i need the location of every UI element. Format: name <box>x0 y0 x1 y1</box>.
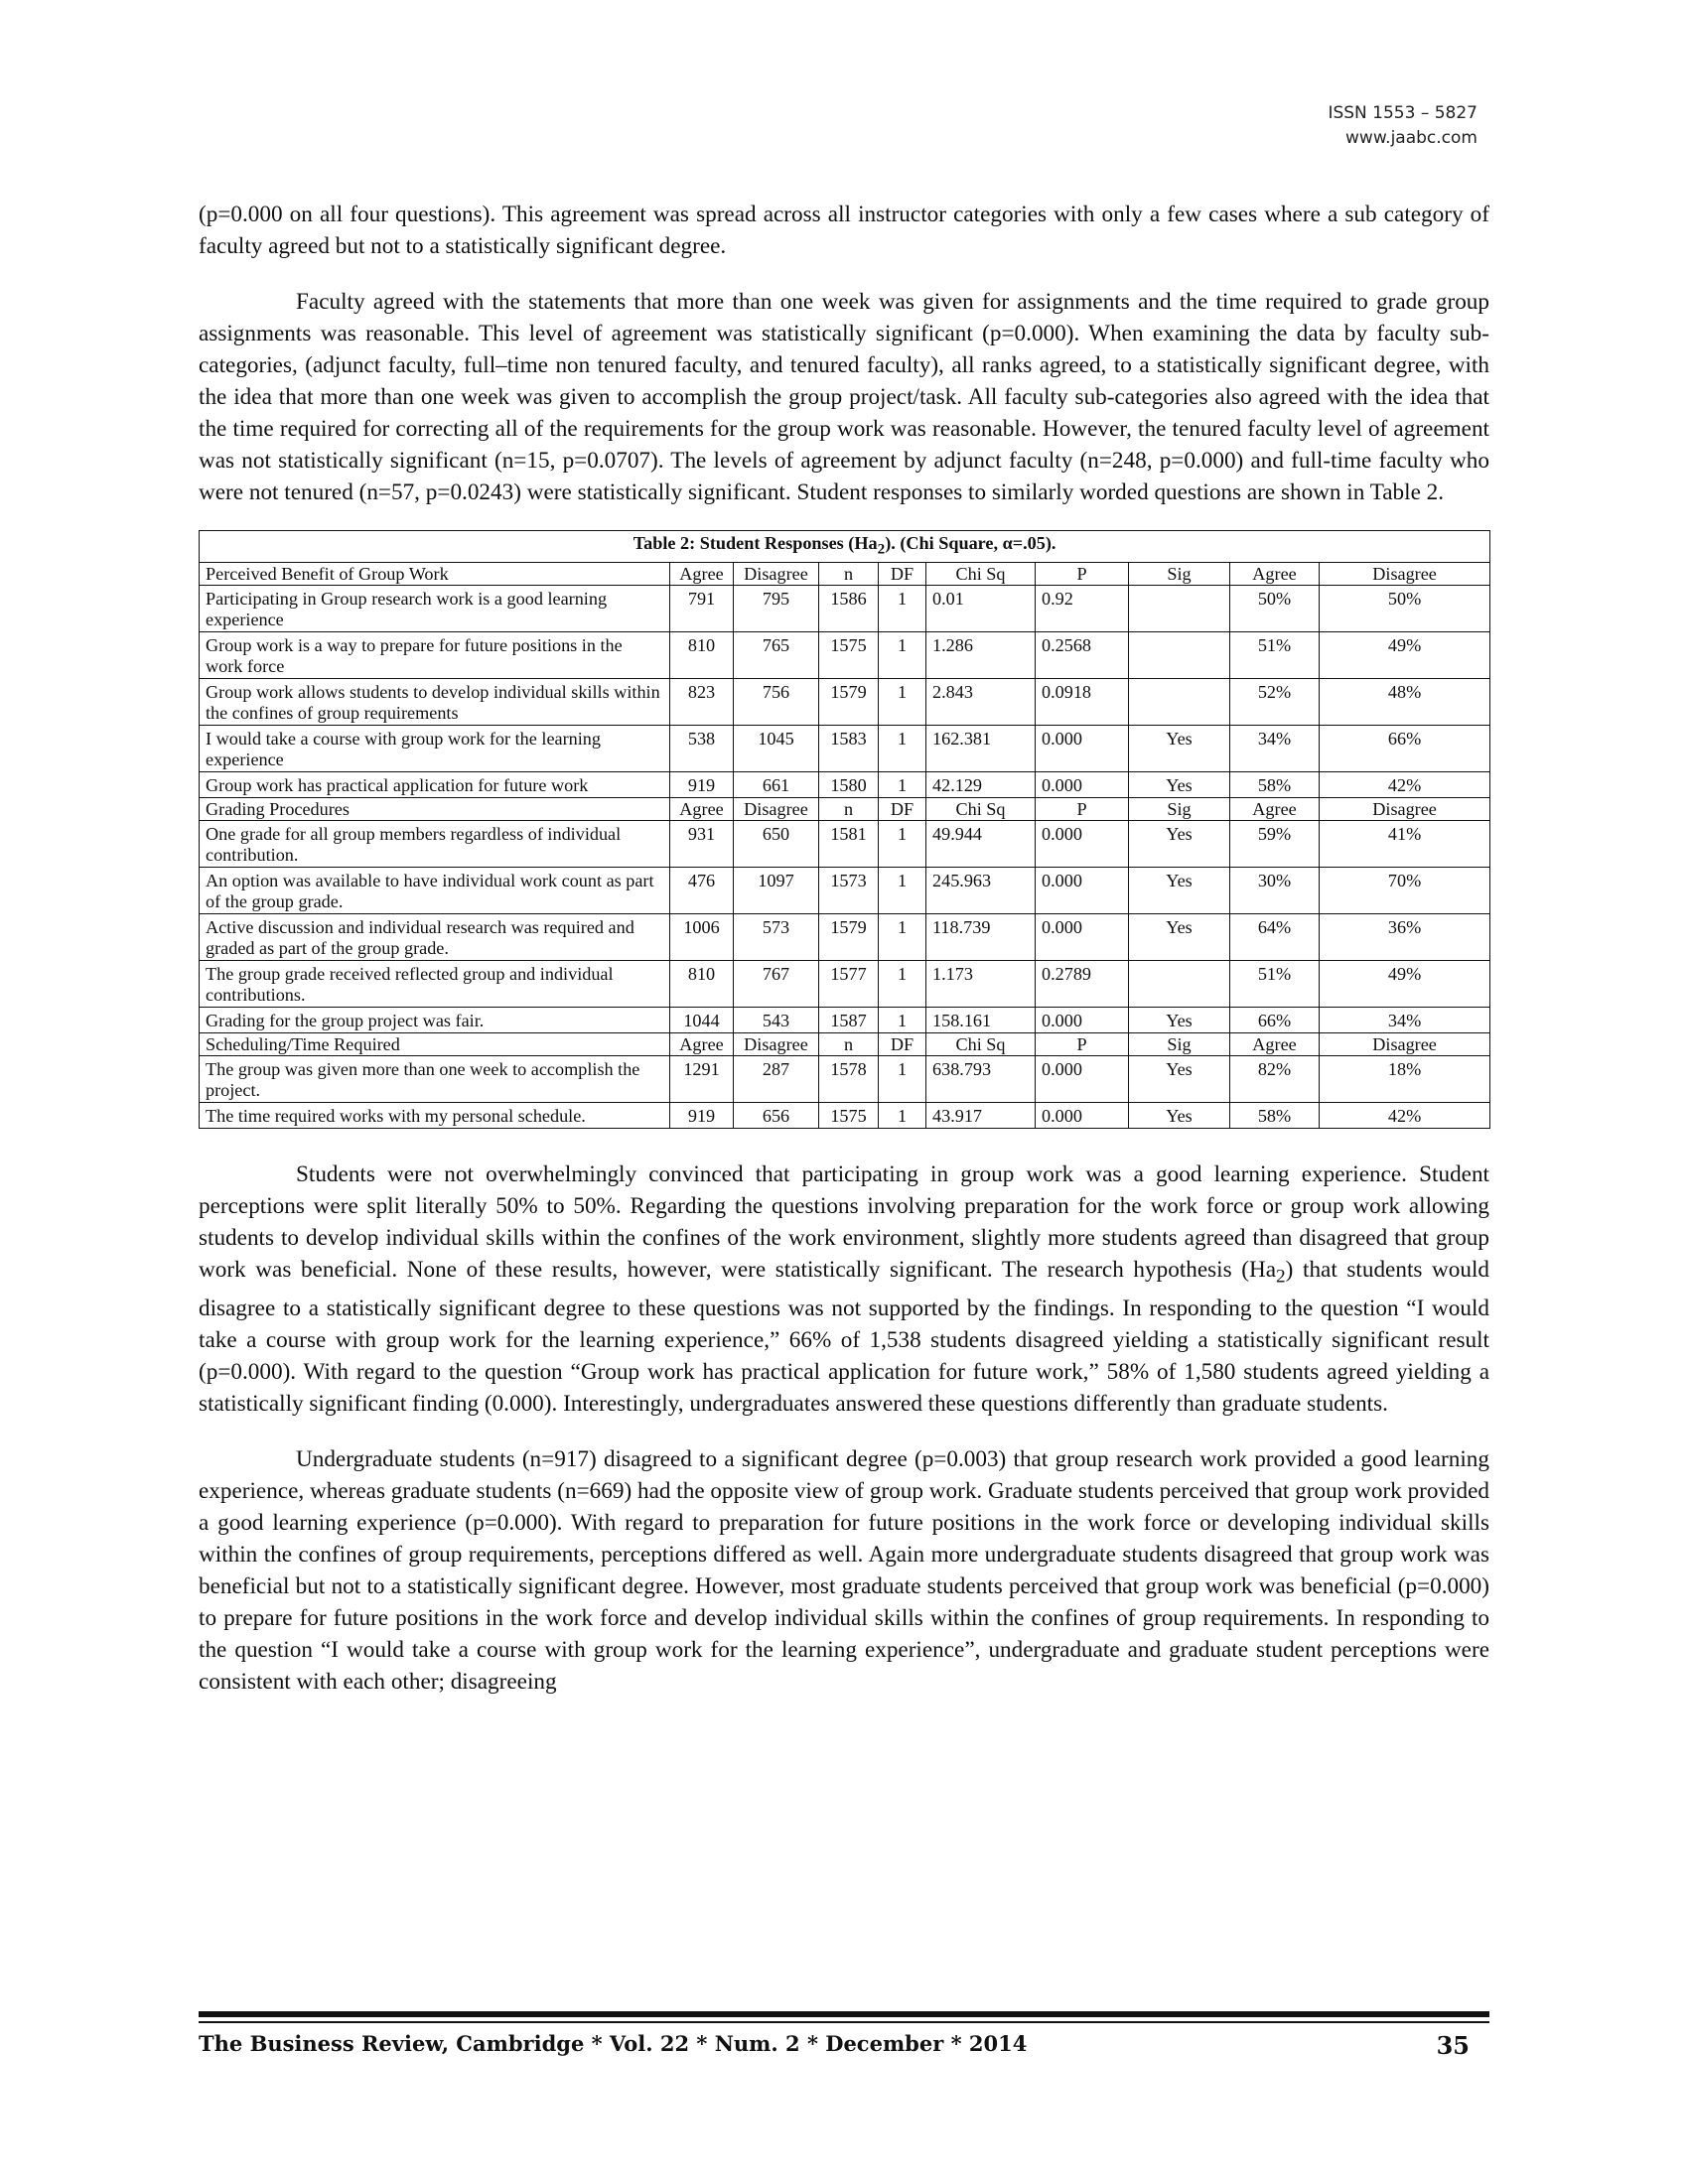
table-cell: 49.944 <box>926 820 1036 867</box>
paragraph-4: Undergraduate students (n=917) disagreed to a significant degree (p=0.003) that group research work provided a good learning experience, whereas graduate students (n=669) had the opposite view of group work. Graduate students perceived that group work provided a good learning experience (p=0.000). With regard to preparation for future positions in the work force or developing individual skills within the confines of group requirements, perceptions differed as well. Again more undergraduate students disagreed that group work was beneficial but not to a statistically significant degree. However, most graduate students perceived that group work was beneficial (p=0.000) to prepare for future positions in the work force and develop individual skills within the confines of group requirements. In responding to the question “I would take a course with group work for the learning experience”, undergraduate and graduate student perceptions were consistent with each other; disagreeing <box>199 1446 1489 1696</box>
table-cell: 64% <box>1230 913 1320 960</box>
table-cell: 49% <box>1320 960 1490 1007</box>
table-cell: 767 <box>734 960 819 1007</box>
table-cell: 0.000 <box>1036 1102 1129 1128</box>
table-cell: 59% <box>1230 820 1320 867</box>
table-cell: 0.000 <box>1036 1007 1129 1032</box>
table-row <box>200 771 1490 797</box>
table-cell: Yes <box>1129 913 1230 960</box>
column-header: DF <box>879 797 926 820</box>
row-statement: The group grade received reflected group and individual contributions. <box>200 960 670 1007</box>
table-row <box>200 678 1490 725</box>
table-cell: 30% <box>1230 867 1320 913</box>
table-cell: 1575 <box>819 631 879 678</box>
table-cell <box>1129 678 1230 725</box>
table-cell: 1 <box>879 725 926 771</box>
table-body <box>200 562 1490 1128</box>
table-section-header <box>200 797 1490 820</box>
table-cell: 1581 <box>819 820 879 867</box>
table-cell: 756 <box>734 678 819 725</box>
table-cell: 810 <box>670 960 734 1007</box>
footer-journal-citation: The Business Review, Cambridge * Vol. 22 * Num. 2 * December * 2014 <box>199 2031 1028 2056</box>
table-cell: 1579 <box>819 678 879 725</box>
table-cell: 476 <box>670 867 734 913</box>
column-header: DF <box>879 562 926 585</box>
column-header: Sig <box>1129 1032 1230 1055</box>
table-cell <box>1129 960 1230 1007</box>
table-row <box>200 1102 1490 1128</box>
section-title: Perceived Benefit of Group Work <box>200 562 670 585</box>
column-header: n <box>819 797 879 820</box>
table-cell: 41% <box>1320 820 1490 867</box>
column-header: Disagree <box>1320 797 1490 820</box>
table-cell: 573 <box>734 913 819 960</box>
table-cell: 765 <box>734 631 819 678</box>
table-cell: 42% <box>1320 771 1490 797</box>
table-row <box>200 1007 1490 1032</box>
column-header: n <box>819 562 879 585</box>
table-cell: 58% <box>1230 1102 1320 1128</box>
table-cell: 0.000 <box>1036 913 1129 960</box>
table-cell: 0.2789 <box>1036 960 1129 1007</box>
table-cell: 1291 <box>670 1055 734 1102</box>
page-number: 35 <box>1436 2031 1470 2060</box>
column-header: Chi Sq <box>926 1032 1036 1055</box>
footer-rule-thin <box>199 2021 1489 2023</box>
column-header: Disagree <box>734 562 819 585</box>
table-cell <box>1129 631 1230 678</box>
column-header: P <box>1036 1032 1129 1055</box>
column-header: Chi Sq <box>926 562 1036 585</box>
table-row <box>200 725 1490 771</box>
table-cell: Yes <box>1129 771 1230 797</box>
row-statement: One grade for all group members regardless of individual contribution. <box>200 820 670 867</box>
section-title: Scheduling/Time Required <box>200 1032 670 1055</box>
paragraph-1: (p=0.000 on all four questions). This agreement was spread across all instructor categories with only a few cases where a sub category of faculty agreed but not to a statistically significant degree. <box>199 202 1489 259</box>
table-cell: 42.129 <box>926 771 1036 797</box>
table-cell: 1 <box>879 913 926 960</box>
table-2-student-responses <box>199 530 1490 1129</box>
table-cell: 52% <box>1230 678 1320 725</box>
table-cell: 50% <box>1320 585 1490 631</box>
table-cell: 1577 <box>819 960 879 1007</box>
table-cell: 48% <box>1320 678 1490 725</box>
table-cell: Yes <box>1129 725 1230 771</box>
table-cell: 0.2568 <box>1036 631 1129 678</box>
column-header: Disagree <box>1320 562 1490 585</box>
table-cell: 1 <box>879 867 926 913</box>
table-cell: 2.843 <box>926 678 1036 725</box>
table-cell: 1 <box>879 631 926 678</box>
table-cell: 1575 <box>819 1102 879 1128</box>
table-cell: 638.793 <box>926 1055 1036 1102</box>
table-cell: 795 <box>734 585 819 631</box>
table-cell: 1583 <box>819 725 879 771</box>
table-cell: 661 <box>734 771 819 797</box>
table-cell: 1044 <box>670 1007 734 1032</box>
column-header: Agree <box>1230 1032 1320 1055</box>
column-header: Disagree <box>734 797 819 820</box>
column-header: Sig <box>1129 797 1230 820</box>
paragraph-3: Students were not overwhelmingly convinced that participating in group work was a good learning experience. Student perceptions were split literally 50% to 50%. Regarding the questions involving preparation for the work force or group work allowing students to develop individual skills within the confines of the work environment, slightly more students agreed than disagreed that group work was beneficial. None of these results, however, were statistically significant. The research hypothesis $(Ha_2)$ that students would disagree to a statistically significant degree to these questions was not supported by the findings. In responding to the question “I would take a course with group work for the learning experience,” 66% of 1,538 students disagreed yielding a statistically significant result (p=0.000). With regard to the question “Group work has practical application for future work,” 58% of 1,580 students agreed yielding a statistically significant finding (0.000). Interestingly, undergraduates answered these questions differently than graduate students. <box>199 1160 1490 1418</box>
table-cell: 34% <box>1230 725 1320 771</box>
table-section-header <box>200 1032 1490 1055</box>
table-cell: 245.963 <box>926 867 1036 913</box>
table-row <box>200 585 1490 631</box>
column-header: Agree <box>1230 797 1320 820</box>
row-statement: Group work has practical application for future work <box>200 771 670 797</box>
table-cell: 931 <box>670 820 734 867</box>
table-cell: 0.000 <box>1036 867 1129 913</box>
column-header: Disagree <box>1320 1032 1490 1055</box>
table-cell: 0.0918 <box>1036 678 1129 725</box>
section-title: Grading Procedures <box>200 797 670 820</box>
table-cell: 51% <box>1230 960 1320 1007</box>
column-header: Chi Sq <box>926 797 1036 820</box>
table-cell: 70% <box>1320 867 1490 913</box>
table-cell: 1578 <box>819 1055 879 1102</box>
table-cell: 1 <box>879 1102 926 1128</box>
table-cell: Yes <box>1129 1055 1230 1102</box>
table-cell: 1 <box>879 960 926 1007</box>
column-header: Disagree <box>734 1032 819 1055</box>
table-cell: 66% <box>1230 1007 1320 1032</box>
table-cell: 158.161 <box>926 1007 1036 1032</box>
table-cell: 1.286 <box>926 631 1036 678</box>
table-cell: 1 <box>879 820 926 867</box>
table-cell: 656 <box>734 1102 819 1128</box>
table-cell: 18% <box>1320 1055 1490 1102</box>
table-cell: 1045 <box>734 725 819 771</box>
row-statement: Group work is a way to prepare for future positions in the work force <box>200 631 670 678</box>
table-cell: 1006 <box>670 913 734 960</box>
table-cell: 162.381 <box>926 725 1036 771</box>
table-cell: 118.739 <box>926 913 1036 960</box>
table-cell: 34% <box>1320 1007 1490 1032</box>
row-statement: Group work allows students to develop individual skills within the confines of group requirements <box>200 678 670 725</box>
column-header: Agree <box>670 562 734 585</box>
table-cell: 82% <box>1230 1055 1320 1102</box>
column-header: DF <box>879 1032 926 1055</box>
table-caption: Table 2: Student Responses $(Ha_2)$. (Chi Square, α=.05). <box>200 531 1490 563</box>
table-cell: 0.000 <box>1036 771 1129 797</box>
table-section-header <box>200 562 1490 585</box>
table-cell: Yes <box>1129 867 1230 913</box>
table-cell: Yes <box>1129 1102 1230 1128</box>
table-cell <box>1129 585 1230 631</box>
table-cell: 1 <box>879 1007 926 1032</box>
table-cell: 1580 <box>819 771 879 797</box>
column-header: n <box>819 1032 879 1055</box>
table-cell: 0.92 <box>1036 585 1129 631</box>
table-cell: 791 <box>670 585 734 631</box>
table-row <box>200 1055 1490 1102</box>
table-cell: 1 <box>879 1055 926 1102</box>
table-cell: 1573 <box>819 867 879 913</box>
row-statement: The group was given more than one week to accomplish the project. <box>200 1055 670 1102</box>
table-cell: 43.917 <box>926 1102 1036 1128</box>
table-cell: Yes <box>1129 820 1230 867</box>
table-cell: 1587 <box>819 1007 879 1032</box>
row-statement: An option was available to have individual work count as part of the group grade. <box>200 867 670 913</box>
table-cell: 50% <box>1230 585 1320 631</box>
table-cell: 1586 <box>819 585 879 631</box>
issn-label: ISSN 1553 – 5827 <box>1328 103 1477 123</box>
table-cell: 1097 <box>734 867 819 913</box>
table-cell: 287 <box>734 1055 819 1102</box>
table-cell: 0.000 <box>1036 725 1129 771</box>
table-cell: 51% <box>1230 631 1320 678</box>
table-cell: 58% <box>1230 771 1320 797</box>
table-cell: 823 <box>670 678 734 725</box>
table-cell: 1 <box>879 771 926 797</box>
column-header: Agree <box>670 1032 734 1055</box>
journal-url: www.jaabc.com <box>1345 128 1477 148</box>
row-statement: Participating in Group research work is a good learning experience <box>200 585 670 631</box>
table-row <box>200 631 1490 678</box>
table-row <box>200 960 1490 1007</box>
row-statement: I would take a course with group work for the learning experience <box>200 725 670 771</box>
table-cell: 1 <box>879 585 926 631</box>
table-cell: 543 <box>734 1007 819 1032</box>
row-statement: The time required works with my personal schedule. <box>200 1102 670 1128</box>
article-body <box>199 199 1489 1698</box>
column-header: P <box>1036 562 1129 585</box>
table-cell: 919 <box>670 771 734 797</box>
table-cell: 36% <box>1320 913 1490 960</box>
table-cell: 1 <box>879 678 926 725</box>
page-header <box>1328 101 1477 151</box>
column-header: Agree <box>670 797 734 820</box>
table-row <box>200 867 1490 913</box>
table-cell: 919 <box>670 1102 734 1128</box>
row-statement: Active discussion and individual research was required and graded as part of the group grade. <box>200 913 670 960</box>
paragraph-2: Faculty agreed with the statements that more than one week was given for assignments and the time required to grade group assignments was reasonable. This level of agreement was statistically significant (p=0.000). When examining the data by faculty sub-categories, (adjunct faculty, full–time non tenured faculty, and tenured faculty), all ranks agreed, to a statistically significant degree, with the idea that more than one week was given to accomplish the group project/task. All faculty sub-categories also agreed with the idea that the time required for correcting all of the requirements for the group work was reasonable. However, the tenured faculty level of agreement was not statistically significant (n=15, p=0.0707). The levels of agreement by adjunct faculty (n=248, p=0.000) and full-time faculty who were not tenured (n=57, p=0.0243) were statistically significant. Student responses to similarly worded questions are shown in Table 2. <box>199 289 1489 505</box>
table-cell: Yes <box>1129 1007 1230 1032</box>
table-cell: 0.01 <box>926 585 1036 631</box>
table-cell: 650 <box>734 820 819 867</box>
table-cell: 810 <box>670 631 734 678</box>
table-cell: 538 <box>670 725 734 771</box>
table-cell: 42% <box>1320 1102 1490 1128</box>
row-statement: Grading for the group project was fair. <box>200 1007 670 1032</box>
table-cell: 1579 <box>819 913 879 960</box>
column-header: Sig <box>1129 562 1230 585</box>
table-cell: 0.000 <box>1036 820 1129 867</box>
table-row <box>200 820 1490 867</box>
table-row <box>200 913 1490 960</box>
table-cell: 0.000 <box>1036 1055 1129 1102</box>
column-header: Agree <box>1230 562 1320 585</box>
table-cell: 1.173 <box>926 960 1036 1007</box>
footer-rule-thick <box>199 2011 1489 2017</box>
column-header: P <box>1036 797 1129 820</box>
table-cell: 49% <box>1320 631 1490 678</box>
table-cell: 66% <box>1320 725 1490 771</box>
